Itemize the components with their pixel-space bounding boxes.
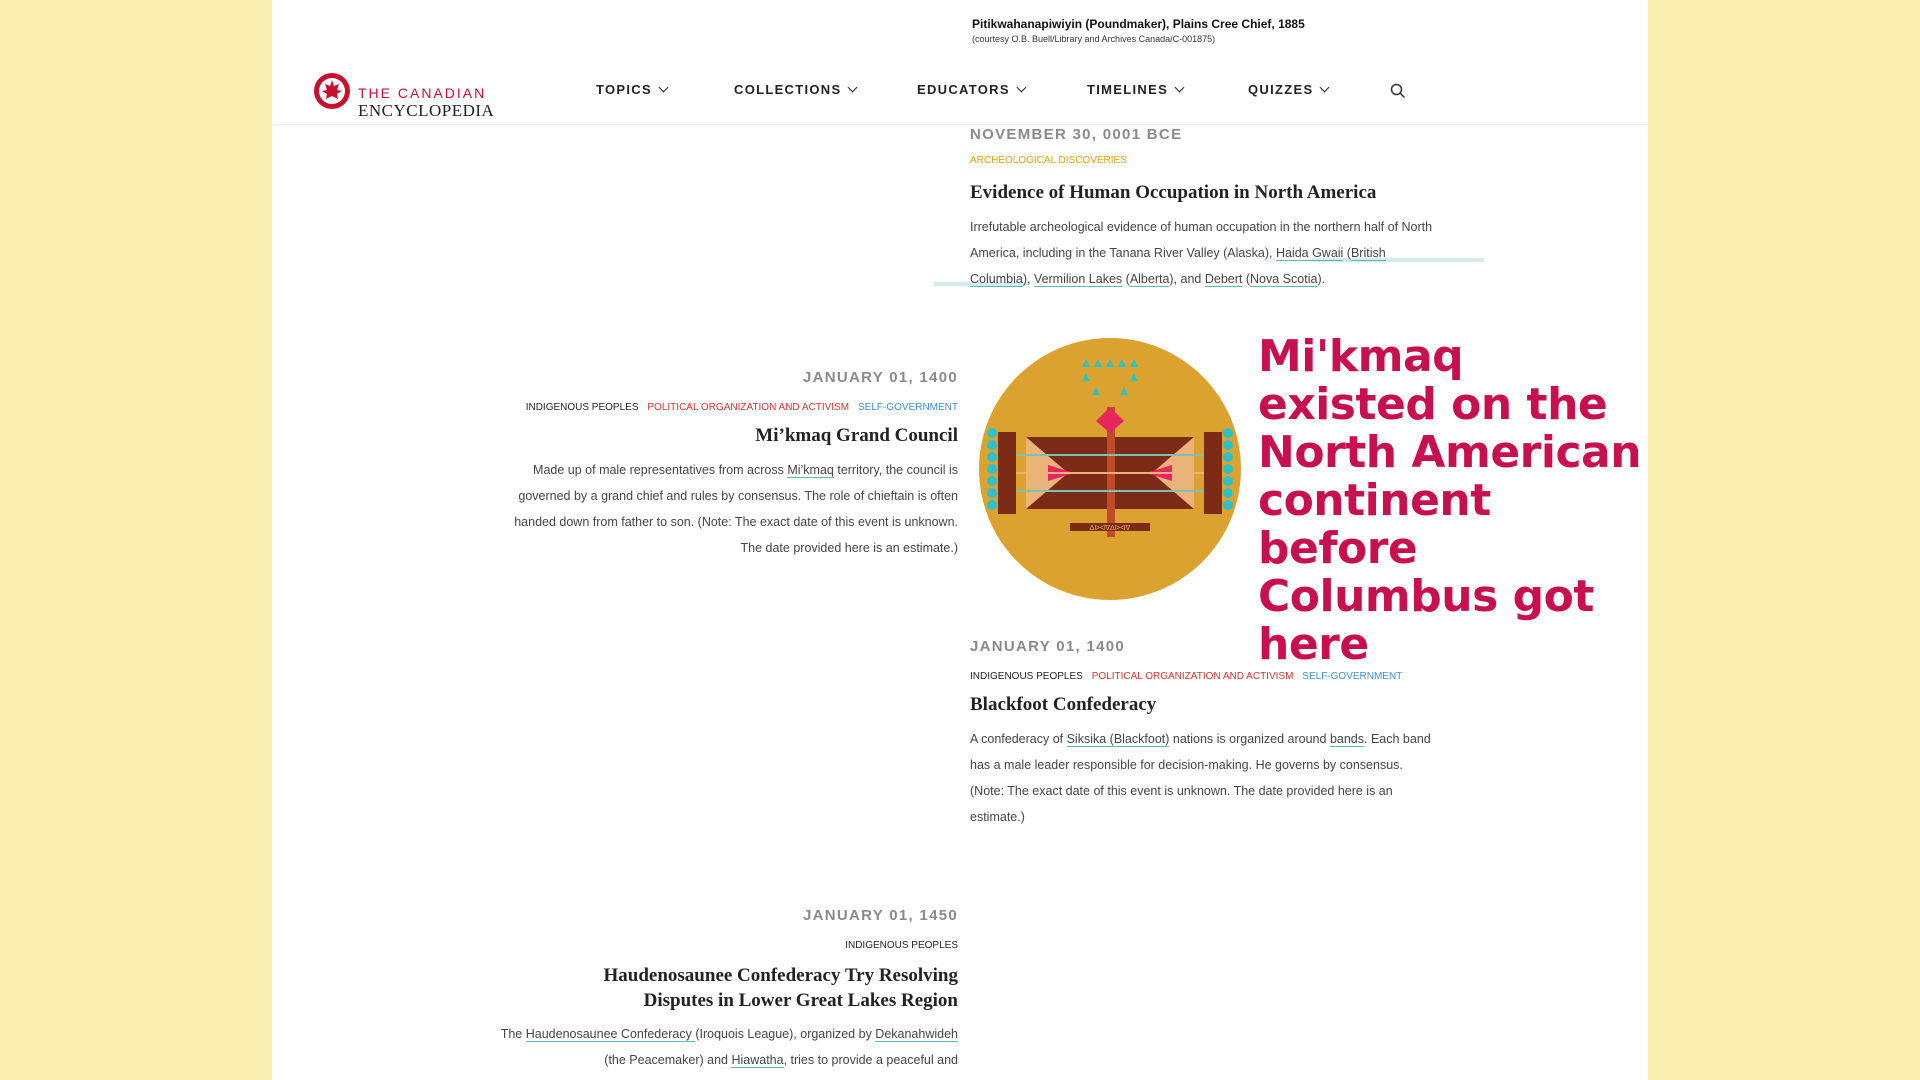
event-body-text: The — [500, 1027, 526, 1041]
nav-educators[interactable] — [917, 82, 1025, 97]
link-debert[interactable]: Debert — [1204, 272, 1243, 286]
logo-text-bottom: ENCYCLOPEDIA — [358, 101, 495, 120]
link-siksika[interactable]: Siksika (Blackfoot) — [1066, 732, 1170, 746]
event-body-text: territory, the council is governed by a grand chief and rules by consensus. The role of chieftain is often handed down from father to son. (Note: The exact date of this event is unknown. The date provided here is an estimate.) — [514, 463, 958, 555]
event-title[interactable]: Blackfoot Confederacy — [970, 694, 1157, 715]
event-body — [492, 1021, 958, 1073]
event-tag[interactable]: INDIGENOUS PEOPLES — [970, 671, 1083, 682]
chevron-down-icon — [848, 83, 858, 93]
nav-topics-label: TOPICS — [596, 82, 652, 97]
nav-quizzes[interactable] — [1248, 82, 1328, 97]
event-tag[interactable]: SELF-GOVERNMENT — [1302, 671, 1403, 682]
event-title[interactable]: Mi’kmaq Grand Council — [755, 425, 958, 446]
nav-collections-label: COLLECTIONS — [734, 82, 842, 97]
nav-collections[interactable] — [734, 82, 856, 97]
page — [272, 0, 1648, 1080]
image-caption-title: Pitikwahanapiwiyin (Poundmaker), Plains Cree Chief, 1885 — [972, 17, 1305, 31]
link-nova-scotia[interactable]: Nova Scotia — [1250, 272, 1318, 286]
event-body-text: nations is organized around — [1169, 732, 1330, 746]
event-tags — [970, 666, 1470, 684]
svg-text:ᐃᐅᐊᐁᐃᐅᐊᐁ: ᐃᐅᐊᐁᐃᐅᐊᐁ — [1089, 524, 1131, 532]
site-logo[interactable] — [312, 71, 495, 120]
event-body-text: Irrefutable archeological evidence of human occupation in the northern half of North America, including in the Tanana River Valley (Alaska), — [970, 220, 1433, 260]
nav-timelines[interactable] — [1087, 82, 1183, 97]
event-body — [970, 214, 1440, 292]
nav-timelines-label: TIMELINES — [1087, 82, 1169, 97]
link-alberta[interactable]: Alberta — [1129, 272, 1170, 286]
event-tags — [512, 397, 958, 415]
event-body-text: ), — [1022, 272, 1034, 286]
chevron-down-icon — [1175, 83, 1185, 93]
event-body-text: (the Peacemaker) and — [604, 1053, 732, 1067]
mikmaq-medallion-image — [978, 337, 1242, 601]
nav-quizzes-label: QUIZZES — [1248, 82, 1314, 97]
chevron-down-icon — [659, 83, 669, 93]
event-title[interactable]: Evidence of Human Occupation in North America — [970, 182, 1377, 203]
link-dekanahwideh[interactable]: Dekanahwideh — [875, 1027, 958, 1041]
event-body-text: ). — [1317, 272, 1326, 286]
link-hiawatha[interactable]: Hiawatha — [731, 1053, 784, 1067]
event-body — [970, 726, 1440, 830]
event-tag[interactable]: POLITICAL ORGANIZATION AND ACTIVISM — [647, 402, 850, 413]
event-body — [492, 457, 958, 561]
search-icon[interactable] — [1390, 83, 1406, 99]
link-bands[interactable]: bands — [1329, 732, 1364, 746]
event-tags — [512, 935, 958, 953]
event-title[interactable]: Haudenosaunee Confederacy Try Resolving Disputes in Lower Great Lakes Region — [603, 965, 958, 1011]
link-haida-gwaii[interactable]: Haida Gwaii — [1275, 246, 1344, 260]
event-body-text: Made up of male representatives from across — [533, 463, 788, 477]
event-body-text: . Each band has a male leader responsible for decision-making. He governs by consensus. (Note: The exact date of this event is unknown. The date provided here is an estimate.) — [970, 732, 1431, 824]
event-body-text: ( — [1122, 272, 1130, 286]
event-tag[interactable]: INDIGENOUS PEOPLES — [525, 402, 639, 413]
link-haudenosaunee-confederacy[interactable]: Haudenosaunee Confederacy — [525, 1027, 696, 1041]
nav-topics[interactable] — [596, 82, 667, 97]
logo-text-top: THE CANADIAN — [358, 85, 487, 101]
event-body-text: (Iroquois League), organized by — [695, 1027, 876, 1041]
event-tag[interactable]: POLITICAL ORGANIZATION AND ACTIVISM — [1091, 671, 1294, 682]
event-body-text: , tries to provide a peaceful and — [783, 1053, 958, 1067]
event-tag[interactable]: ARCHEOLOGICAL DISCOVERIES — [970, 155, 1127, 166]
event-date: JANUARY 01, 1450 — [802, 907, 958, 924]
site-header — [272, 58, 1648, 125]
event-date: NOVEMBER 30, 0001 BCE — [970, 126, 1183, 143]
chevron-down-icon — [1016, 83, 1026, 93]
event-tag[interactable]: INDIGENOUS PEOPLES — [845, 940, 958, 951]
event-tag[interactable]: SELF-GOVERNMENT — [857, 402, 958, 413]
event-body-text: A confederacy of — [970, 732, 1067, 746]
link-british-columbia[interactable]: British Columbia — [970, 246, 1386, 286]
chevron-down-icon — [1320, 83, 1330, 93]
maple-leaf-logo-icon — [312, 71, 352, 111]
nav-educators-label: EDUCATORS — [917, 82, 1010, 97]
image-caption-credit: (courtesy O.B. Buell/Library and Archives Canada/C-001875) — [972, 34, 1216, 44]
event-date: JANUARY 01, 1400 — [970, 638, 1126, 655]
link-mikmaq[interactable]: Mi’kmaq — [787, 463, 834, 477]
link-vermilion-lakes[interactable]: Vermilion Lakes — [1033, 272, 1123, 286]
event-body-text: ( — [1343, 246, 1351, 260]
event-date: JANUARY 01, 1400 — [802, 369, 958, 386]
event-body-text: ( — [1242, 272, 1251, 286]
overlay-annotation: Mi'kmaq existed on the North American continent before Columbus got here — [1258, 331, 1642, 670]
event-body-text: ), and — [1169, 272, 1205, 286]
